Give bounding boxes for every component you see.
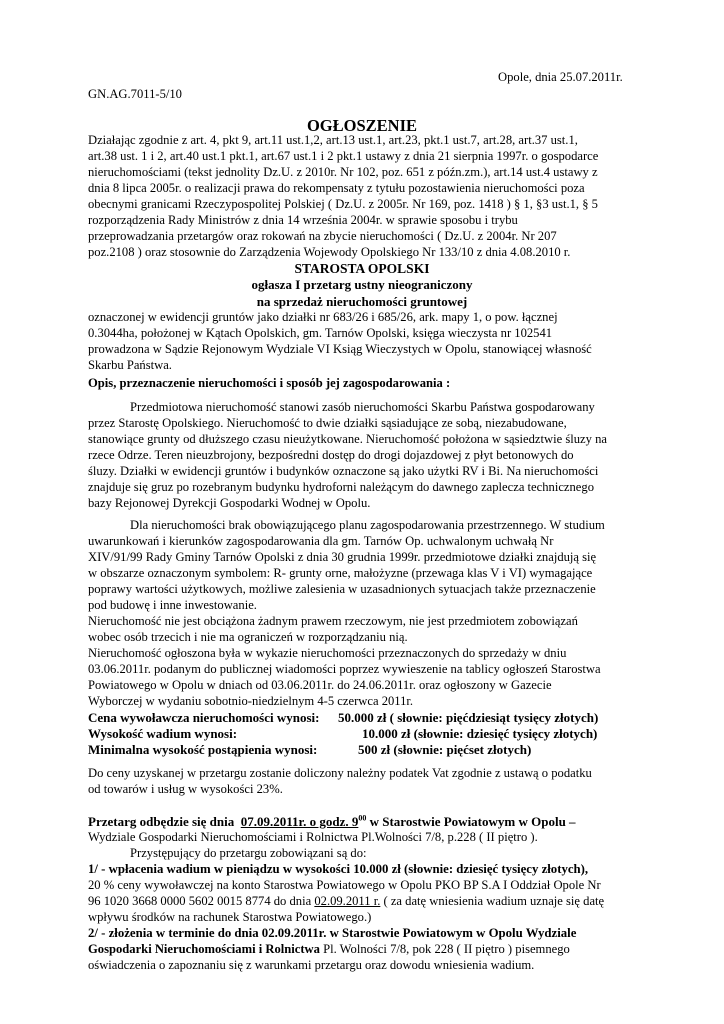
text-span: Pl. Wolności 7/8, pok 228 ( II piętro ) pisemnego: [319, 942, 570, 956]
text-line: Dla nieruchomości brak obowiązującego planu zagospodarowania przestrzennego. W studium: [130, 518, 605, 532]
document-date: Opole, dnia 25.07.2011r.: [498, 70, 623, 84]
auction-date: 07.09.2011r. o godz. 9: [240, 814, 359, 829]
text-line: prowadzona w Sądzie Rejonowym Wydziale VI Ksiąg Wieczystych w Opolu, stanowiącej własność: [88, 342, 592, 356]
starting-price-label: Cena wywoławcza nieruchomości wynosi:: [88, 710, 320, 725]
auction-location: Wydziale Gospodarki Nieruchomościami i Rolnictwa Pl.Wolności 7/8, p.228 ( II piętro ).: [88, 830, 538, 844]
text-line: wpływu środków na rachunek Starostwa Powiatowego.): [88, 910, 372, 924]
deposit-value: 10.000 zł (słownie: dziesięć tysięcy złotych): [362, 726, 598, 741]
auction-date-line: [88, 814, 576, 829]
text-line: Powiatowego w Opolu w dniach od 03.06.2011r. do 24.06.2011r. oraz ogłoszony w Gazecie: [88, 678, 552, 692]
text-line: bazy Rejonowej Dyrekcji Gospodarki Wodnej w Opolu.: [88, 496, 371, 510]
text-line: Do ceny uzyskanej w przetargu zostanie doliczony należny podatek Vat zgodnie z ustawą o podatku: [88, 766, 592, 780]
bank-account: 96 1020 3668 0000 5602 0015 8774 do dnia: [88, 894, 315, 908]
text-line: oznaczonej w ewidencji gruntów jako działki nr 683/26 i 685/26, ark. mapy 1, o pow. łącznej: [88, 310, 558, 324]
announcer-line-1: ogłasza I przetarg ustny nieograniczony: [251, 277, 473, 292]
text-span: ( za datę wniesienia wadium uznaje się datę: [380, 894, 605, 908]
text-line: 20 % ceny wywoławczej na konto Starostwa Powiatowego w Opolu PKO BP S.A I Oddział Opole Nr: [88, 878, 601, 892]
text-line: rozporządzenia Rady Ministrów z dnia 14 września 2004r. w sprawie sposobu i trybu: [88, 213, 518, 227]
auction-lead: Przetarg odbędzie się dnia: [88, 814, 235, 829]
auction-minutes: 00: [358, 813, 367, 823]
deposit-label: Wysokość wadium wynosi:: [88, 726, 238, 741]
text-line: Działając zgodnie z art. 4, pkt 9, art.11 ust.1,2, art.13 ust.1, art.23, pkt.1 ust.7, art.28, art.37 ust.1,: [88, 133, 578, 147]
text-line: 03.06.2011r. podanym do publicznej wiadomości poprzez wywieszenie na tablicy ogłoszeń Starostwa: [88, 662, 601, 676]
text-line: przez Starostę Opolskiego. Nieruchomość to dwie działki sąsiadujące ze sobą, niezabudowane,: [88, 416, 567, 430]
text-line: stanowiące grunty od dłuższego czasu nieużytkowane. Nieruchomość położona w sąsiedztwie śluzy na: [88, 432, 607, 446]
reference-number: GN.AG.7011-5/10: [88, 87, 182, 101]
department-name: Gospodarki Nieruchomościami i Rolnictwa: [88, 942, 320, 956]
text-line: przeprowadzania przetargów oraz rokowań na zbycie nieruchomości ( Dz.U. z 2004r. Nr 207: [88, 229, 557, 243]
announcer-line-2: na sprzedaż nieruchomości gruntowej: [256, 294, 468, 309]
auction-place: w Starostwie Powiatowym w Opolu –: [366, 814, 576, 829]
text-line: 0.3044ha, położonej w Kątach Opolskich, gm. Tarnów Opolski, księga wieczysta nr 102541: [88, 326, 553, 340]
text-line: [88, 894, 604, 909]
text-line: uwarunkowań i kierunków zagospodarowania dla gm. Tarnów Op. uchwalonym uchwałą Nr: [88, 534, 554, 548]
text-line: 2/ - złożenia w terminie do dnia 02.09.2011r. w Starostwie Powiatowym w Opolu Wydziale: [88, 926, 577, 940]
starting-price-value: 50.000 zł ( słownie: pięćdziesiąt tysięcy złotych): [338, 710, 599, 725]
text-line: Przedmiotowa nieruchomość stanowi zasób nieruchomości Skarbu Państwa gospodarowany: [130, 400, 595, 414]
text-line: nieruchomościami (tekst jednolity Dz.U. z 2010r. Nr 102, poz. 651 z późn.zm.), art.14 ust.4 ustawy z: [88, 165, 598, 179]
text-line: dnia 8 lipca 2005r. o realizacji prawa do rekompensaty z tytułu pozostawienia nieruchomości poza: [88, 181, 585, 195]
text-line: wobec osób trzecich i nie ma ograniczeń w rozporządzaniu nią.: [88, 630, 408, 644]
text-line: pod budowę i inne inwestowanie.: [88, 598, 257, 612]
obligations-intro: Przystępujący do przetargu zobowiązani są do:: [130, 846, 367, 860]
text-line: Wyborczej w wydaniu sobotnio-niedzielnym 4-5 czerwca 2011r.: [88, 694, 414, 708]
document-title: OGŁOSZENIE: [306, 116, 418, 135]
text-line: poprawy wartości użytkowych, możliwe zalesienia w uzasadnionych sytuacjach także przeznaczenie: [88, 582, 596, 596]
text-line: poz.2108 ) oraz stosownie do Zarządzenia Wojewody Opolskiego Nr 133/10 z dnia 4.08.2010 r.: [88, 245, 571, 259]
deposit-deadline: 02.09.2011 r.: [314, 894, 381, 908]
text-line: w obszarze oznaczonym symbolem: R- grunty orne, małożyzne (przewaga klas V i VI) wymagające: [88, 566, 593, 580]
text-line: oświadczenia o zapoznaniu się z warunkami przetargu oraz dowodu wniesienia wadium.: [88, 958, 535, 972]
text-line: XIV/91/99 Rady Gminy Tarnów Opolski z dnia 30 grudnia 1999r. przedmiotowe działki znajdują się: [88, 550, 597, 564]
text-line: Skarbu Państwa.: [88, 358, 172, 372]
announcer-title: STAROSTA OPOLSKI: [294, 261, 430, 276]
text-line: art.38 ust. 1 i 2, art.40 ust.1 pkt.1, art.67 ust.1 i 2 pkt.1 ustawy z dnia 21 sierpnia 1997r. o gospodarce: [88, 149, 599, 163]
increment-value: 500 zł (słownie: pięćset złotych): [358, 742, 532, 757]
text-line: Nieruchomość nie jest obciążona żadnym prawem rzeczowym, nie jest przedmiotem zobowiązań: [88, 614, 578, 628]
text-line: od towarów i usług w wysokości 23%.: [88, 782, 283, 796]
text-line: [88, 942, 570, 957]
text-line: Nieruchomość ogłoszona była w wykazie nieruchomości przeznaczonych do sprzedaży w dniu: [88, 646, 567, 660]
text-line: obecnymi granicami Rzeczypospolitej Polskiej ( Dz.U. z 2005r. Nr 169, poz. 1418 ) § 1, §3 ust.1, § 5: [88, 197, 598, 211]
description-heading: Opis, przeznaczenie nieruchomości i sposób jej zagospodarowania :: [88, 376, 451, 390]
increment-label: Minimalna wysokość postąpienia wynosi:: [88, 742, 318, 757]
text-line: 1/ - wpłacenia wadium w pieniądzu w wysokości 10.000 zł (słownie: dziesięć tysięcy złotych),: [88, 862, 589, 876]
text-line: śluzy. Działki w ewidencji gruntów i budynków oznaczone są jako użytki RV i Bi. Na nieruchomości: [88, 464, 599, 478]
text-line: rzece Odrze. Teren nieuzbrojony, bezpośredni dostęp do drogi dojazdowej z płyt betonowych do: [88, 448, 574, 462]
text-line: znajduje się gruz po rozebranym budynku hydroforni należącym do dawnego zaplecza technicznego: [88, 480, 594, 494]
